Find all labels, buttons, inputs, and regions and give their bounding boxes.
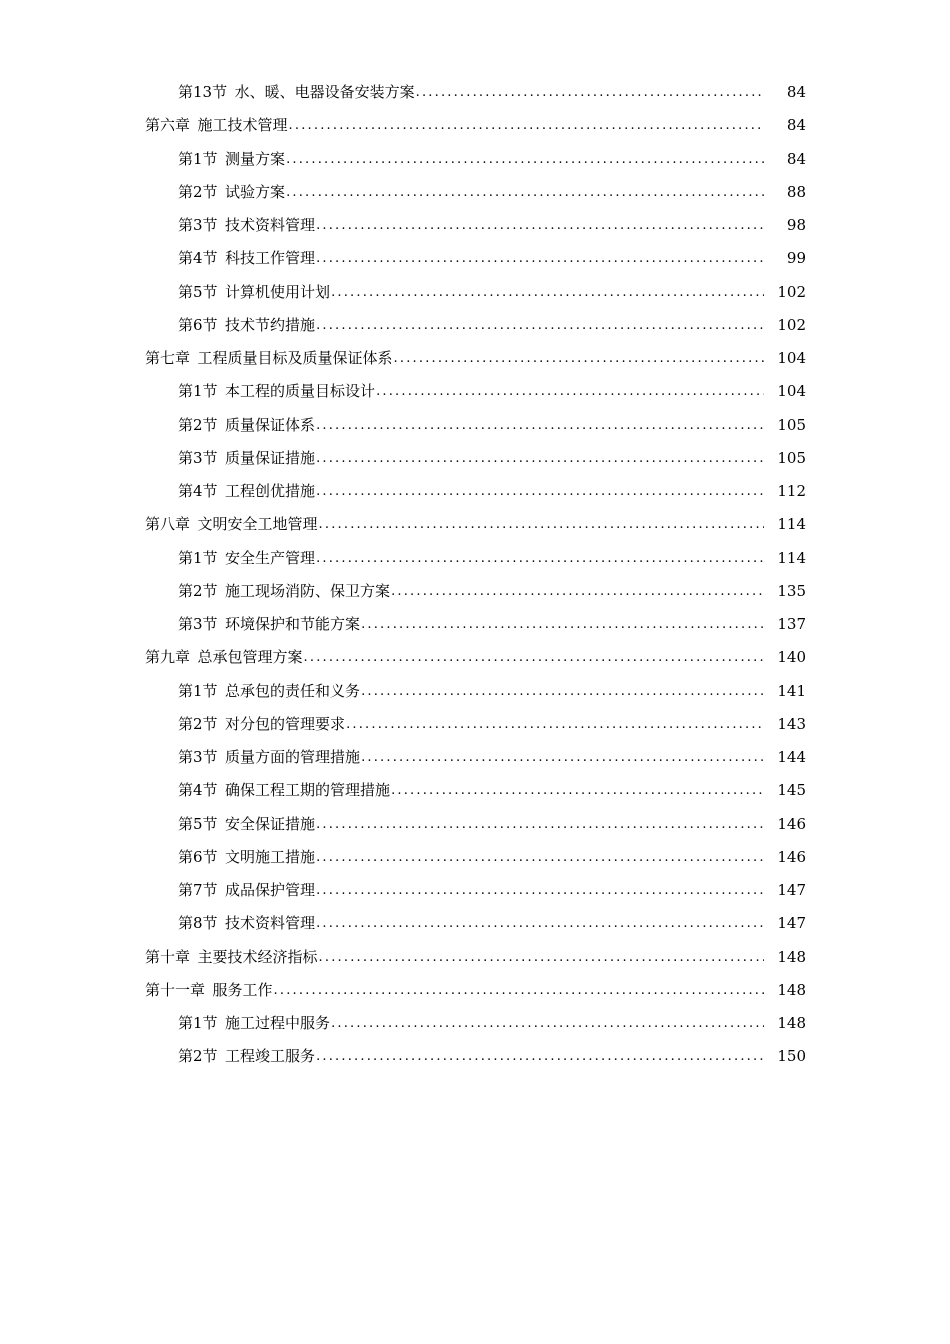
toc-entry-page: 105 xyxy=(777,448,806,467)
toc-entry-text xyxy=(145,342,393,375)
toc-entry-page: 145 xyxy=(777,781,806,800)
dot-leader xyxy=(391,575,764,608)
toc-entry[interactable] xyxy=(0,309,950,342)
toc-entry-number: 第4节 xyxy=(178,781,218,800)
toc-entry[interactable] xyxy=(0,708,950,741)
toc-entry-number: 第八章 xyxy=(145,515,191,534)
toc-entry[interactable] xyxy=(0,974,950,1007)
toc-entry-number: 第7节 xyxy=(178,881,218,899)
toc-entry[interactable] xyxy=(0,342,950,375)
toc-entry-title: 技术节约措施 xyxy=(225,315,316,334)
toc-entry[interactable] xyxy=(0,176,950,209)
toc-entry[interactable] xyxy=(0,76,950,109)
toc-entry-title: 本工程的质量目标设计 xyxy=(225,382,376,401)
toc-entry-number: 第8节 xyxy=(178,914,218,933)
toc-entry-title: 文明安全工地管理 xyxy=(197,515,318,534)
toc-entry[interactable] xyxy=(0,508,950,541)
toc-entry-page: 102 xyxy=(777,315,806,334)
toc-entry-title: 质量保证体系 xyxy=(225,415,316,434)
toc-entry-title: 文明施工措施 xyxy=(225,847,316,866)
toc-entry-text xyxy=(178,209,315,242)
toc-entry-text xyxy=(178,242,315,275)
dot-leader xyxy=(331,276,764,309)
toc-entry-title: 施工过程中服务 xyxy=(225,1014,331,1032)
toc-entry-title: 质量方面的管理措施 xyxy=(225,748,361,766)
toc-entry[interactable] xyxy=(0,575,950,608)
toc-entry-page: 104 xyxy=(777,382,806,401)
toc-entry[interactable] xyxy=(0,774,950,807)
toc-entry-title: 总承包的责任和义务 xyxy=(225,681,361,700)
toc-entry-number: 第3节 xyxy=(178,216,218,234)
toc-entry-title: 施工现场消防、保卫方案 xyxy=(225,581,391,600)
toc-entry-number: 第2节 xyxy=(178,1047,218,1066)
toc-entry-title: 服务工作 xyxy=(212,980,273,999)
toc-entry-title: 确保工程工期的管理措施 xyxy=(225,781,391,800)
dot-leader xyxy=(316,309,764,342)
toc-entry[interactable] xyxy=(0,1007,950,1040)
dot-leader xyxy=(416,76,764,109)
toc-entry-page: 114 xyxy=(777,548,806,567)
dot-leader xyxy=(304,641,764,674)
dot-leader xyxy=(361,675,764,708)
toc-entry-title: 工程竣工服务 xyxy=(225,1047,316,1066)
toc-entry-number: 第七章 xyxy=(145,349,191,367)
toc-entry-page: 135 xyxy=(777,581,806,600)
toc-entry-title: 计算机使用计划 xyxy=(225,282,331,301)
toc-entry-text xyxy=(145,941,318,974)
toc-entry-text xyxy=(178,841,315,874)
toc-entry-page: 88 xyxy=(786,182,806,201)
toc-entry[interactable] xyxy=(0,907,950,940)
toc-entry-text xyxy=(178,475,315,508)
table-of-contents xyxy=(0,76,950,1074)
toc-entry[interactable] xyxy=(0,375,950,408)
toc-entry-number: 第十章 xyxy=(145,947,191,966)
toc-entry-number: 第6节 xyxy=(178,847,218,866)
dot-leader xyxy=(391,774,764,807)
toc-entry-title: 对分包的管理要求 xyxy=(225,714,346,733)
toc-entry-page: 84 xyxy=(786,149,806,168)
toc-entry[interactable] xyxy=(0,442,950,475)
toc-entry-text xyxy=(178,309,315,342)
toc-entry-text xyxy=(178,575,390,608)
toc-entry-number: 第九章 xyxy=(145,648,191,667)
toc-entry-title: 总承包管理方案 xyxy=(197,648,303,667)
toc-entry-page: 84 xyxy=(786,116,806,135)
toc-entry-text xyxy=(178,907,315,940)
toc-entry[interactable] xyxy=(0,143,950,176)
toc-entry-text xyxy=(178,442,315,475)
toc-entry-page: 143 xyxy=(777,714,806,733)
toc-entry-page: 112 xyxy=(777,482,806,500)
toc-entry-number: 第1节 xyxy=(178,548,218,567)
toc-entry-text xyxy=(178,76,415,109)
dot-leader xyxy=(316,542,764,575)
toc-entry[interactable] xyxy=(0,608,950,641)
toc-entry-text xyxy=(178,874,315,907)
toc-entry-number: 第3节 xyxy=(178,748,218,766)
dot-leader xyxy=(316,1040,764,1073)
toc-entry-text xyxy=(145,109,288,142)
toc-entry-number: 第2节 xyxy=(178,581,218,600)
toc-entry-page: 104 xyxy=(777,349,806,367)
dot-leader xyxy=(316,808,764,841)
toc-entry-text xyxy=(178,1007,330,1040)
toc-entry-number: 第3节 xyxy=(178,448,218,467)
dot-leader xyxy=(274,974,764,1007)
toc-entry-text xyxy=(178,176,285,209)
dot-leader xyxy=(394,342,764,375)
toc-entry[interactable] xyxy=(0,741,950,774)
toc-entry-text xyxy=(178,774,390,807)
toc-entry[interactable] xyxy=(0,109,950,142)
toc-entry-text xyxy=(178,409,315,442)
toc-entry-title: 安全保证措施 xyxy=(225,814,316,833)
toc-entry-page: 146 xyxy=(777,847,806,866)
dot-leader xyxy=(316,475,764,508)
dot-leader xyxy=(331,1007,764,1040)
toc-entry-page: 147 xyxy=(777,881,806,899)
toc-entry-number: 第1节 xyxy=(178,681,218,700)
toc-entry-number: 第十一章 xyxy=(145,980,206,999)
toc-entry-title: 安全生产管理 xyxy=(225,548,316,567)
toc-entry-number: 第3节 xyxy=(178,615,218,633)
toc-entry-page: 137 xyxy=(777,615,806,633)
toc-entry-number: 第13节 xyxy=(178,83,228,101)
toc-entry-page: 148 xyxy=(777,1014,806,1032)
toc-entry-page: 114 xyxy=(777,515,806,534)
toc-entry-page: 148 xyxy=(777,947,806,966)
toc-entry-page: 144 xyxy=(777,748,806,766)
toc-entry-title: 质量保证措施 xyxy=(225,448,316,467)
toc-entry-number: 第2节 xyxy=(178,714,218,733)
toc-entry[interactable] xyxy=(0,242,950,275)
dot-leader xyxy=(316,442,764,475)
toc-entry-page: 102 xyxy=(777,282,806,301)
dot-leader xyxy=(316,209,764,242)
toc-entry-number: 第5节 xyxy=(178,282,218,301)
dot-leader xyxy=(361,608,764,641)
toc-entry-text xyxy=(178,608,360,641)
toc-entry-text xyxy=(178,276,330,309)
toc-entry[interactable] xyxy=(0,808,950,841)
dot-leader xyxy=(346,708,764,741)
toc-entry-text xyxy=(178,808,315,841)
toc-entry-text xyxy=(178,375,375,408)
toc-entry-page: 105 xyxy=(777,415,806,434)
toc-entry-text xyxy=(178,708,345,741)
toc-entry-title: 科技工作管理 xyxy=(225,249,316,268)
toc-entry-number: 第4节 xyxy=(178,249,218,268)
toc-entry-number: 第2节 xyxy=(178,182,218,201)
toc-entry-text xyxy=(178,1040,315,1073)
dot-leader xyxy=(316,874,764,907)
toc-entry-number: 第2节 xyxy=(178,415,218,434)
dot-leader xyxy=(289,109,764,142)
toc-entry-number: 第4节 xyxy=(178,482,218,500)
toc-entry-title: 工程创优措施 xyxy=(225,482,316,500)
toc-entry[interactable] xyxy=(0,641,950,674)
dot-leader xyxy=(319,941,764,974)
toc-entry-text xyxy=(145,974,273,1007)
toc-entry-title: 技术资料管理 xyxy=(225,216,316,234)
toc-entry-text xyxy=(178,741,360,774)
dot-leader xyxy=(361,741,764,774)
toc-entry-page: 146 xyxy=(777,814,806,833)
toc-entry-title: 主要技术经济指标 xyxy=(197,947,318,966)
toc-entry-title: 测量方案 xyxy=(225,149,286,168)
toc-entry-number: 第1节 xyxy=(178,1014,218,1032)
toc-entry-number: 第六章 xyxy=(145,116,191,135)
toc-entry[interactable] xyxy=(0,209,950,242)
toc-entry-text xyxy=(145,641,303,674)
toc-entry[interactable] xyxy=(0,542,950,575)
toc-entry[interactable] xyxy=(0,409,950,442)
toc-entry-text xyxy=(178,143,285,176)
toc-entry-title: 水、暖、电器设备安装方案 xyxy=(234,83,415,101)
toc-entry[interactable] xyxy=(0,675,950,708)
toc-entry-text xyxy=(145,508,318,541)
dot-leader xyxy=(286,176,764,209)
toc-entry-number: 第1节 xyxy=(178,382,218,401)
dot-leader xyxy=(316,242,764,275)
toc-entry[interactable] xyxy=(0,1040,950,1073)
toc-entry-title: 施工技术管理 xyxy=(197,116,288,135)
toc-entry-text xyxy=(178,675,360,708)
toc-entry-page: 98 xyxy=(786,216,806,234)
toc-entry-page: 84 xyxy=(786,83,806,101)
toc-entry-title: 工程质量目标及质量保证体系 xyxy=(197,349,393,367)
dot-leader xyxy=(286,143,764,176)
dot-leader xyxy=(319,508,764,541)
toc-entry-number: 第6节 xyxy=(178,315,218,334)
toc-entry-page: 140 xyxy=(777,648,806,667)
toc-entry-title: 试验方案 xyxy=(225,182,286,201)
toc-entry-page: 150 xyxy=(777,1047,806,1066)
dot-leader xyxy=(316,907,764,940)
toc-entry-page: 99 xyxy=(786,249,806,268)
toc-entry[interactable] xyxy=(0,841,950,874)
toc-entry-title: 技术资料管理 xyxy=(225,914,316,933)
dot-leader xyxy=(316,409,764,442)
toc-entry-title: 环境保护和节能方案 xyxy=(225,615,361,633)
toc-entry-title: 成品保护管理 xyxy=(225,881,316,899)
toc-entry[interactable] xyxy=(0,874,950,907)
dot-leader xyxy=(376,375,764,408)
toc-entry-number: 第5节 xyxy=(178,814,218,833)
toc-entry[interactable] xyxy=(0,475,950,508)
toc-entry-number: 第1节 xyxy=(178,149,218,168)
toc-entry[interactable] xyxy=(0,941,950,974)
toc-entry[interactable] xyxy=(0,276,950,309)
toc-entry-page: 148 xyxy=(777,980,806,999)
toc-entry-page: 141 xyxy=(777,681,806,700)
toc-entry-text xyxy=(178,542,315,575)
toc-entry-page: 147 xyxy=(777,914,806,933)
dot-leader xyxy=(316,841,764,874)
